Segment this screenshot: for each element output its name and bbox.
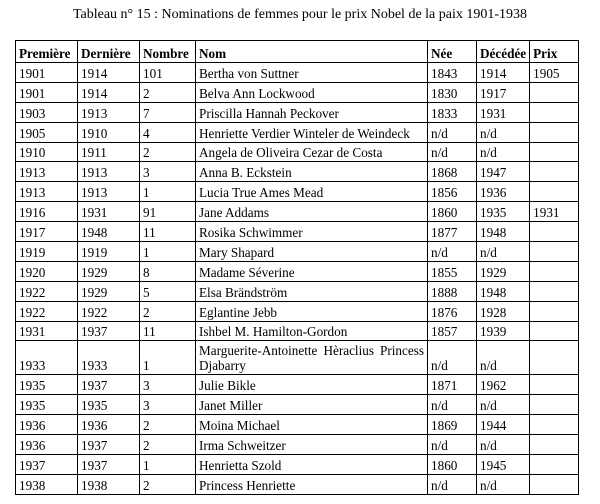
table-row (16, 455, 579, 475)
cell-nee: n/d (428, 395, 477, 415)
cell-nombre: 1 (140, 341, 196, 375)
cell-nee: n/d (428, 341, 477, 375)
cell-decedee: 1917 (477, 82, 530, 102)
table-row (16, 82, 579, 102)
cell-decedee: 1944 (477, 415, 530, 435)
cell-premiere: 1903 (16, 102, 78, 122)
table-row (16, 162, 579, 182)
cell-decedee: 1939 (477, 321, 530, 341)
cell-nee: 1833 (428, 102, 477, 122)
cell-nombre: 2 (140, 82, 196, 102)
cell-decedee: 1936 (477, 182, 530, 202)
cell-decedee: 1962 (477, 375, 530, 395)
cell-decedee: 1948 (477, 281, 530, 301)
cell-derniere: 1914 (78, 82, 140, 102)
table-row (16, 415, 579, 435)
cell-derniere: 1910 (78, 122, 140, 142)
cell-premiere: 1931 (16, 321, 78, 341)
cell-derniere: 1913 (78, 162, 140, 182)
header-decedee: Décédée (477, 41, 530, 63)
cell-prix (530, 222, 579, 242)
cell-premiere: 1938 (16, 474, 78, 494)
cell-derniere: 1929 (78, 281, 140, 301)
cell-nombre: 11 (140, 222, 196, 242)
cell-prix (530, 395, 579, 415)
cell-prix (530, 182, 579, 202)
cell-derniere: 1913 (78, 182, 140, 202)
cell-nom: Anna B. Eckstein (196, 162, 428, 182)
nominations-table (15, 40, 579, 495)
cell-derniere: 1935 (78, 395, 140, 415)
cell-decedee: 1914 (477, 63, 530, 83)
cell-prix (530, 341, 579, 375)
cell-prix (530, 102, 579, 122)
cell-decedee: 1929 (477, 261, 530, 281)
cell-decedee: 1935 (477, 202, 530, 222)
table-row (16, 474, 579, 494)
cell-decedee: 1928 (477, 301, 530, 321)
cell-decedee: 1931 (477, 102, 530, 122)
cell-nee: 1857 (428, 321, 477, 341)
cell-decedee: n/d (477, 122, 530, 142)
cell-premiere: 1901 (16, 82, 78, 102)
cell-nom: Elsa Brändström (196, 281, 428, 301)
cell-derniere: 1929 (78, 261, 140, 281)
cell-derniere: 1931 (78, 202, 140, 222)
cell-decedee: 1945 (477, 455, 530, 475)
cell-prix (530, 261, 579, 281)
cell-nombre: 2 (140, 301, 196, 321)
cell-prix (530, 321, 579, 341)
cell-nee: n/d (428, 242, 477, 262)
table-row (16, 182, 579, 202)
header-nee: Née (428, 41, 477, 63)
cell-premiere: 1901 (16, 63, 78, 83)
table-row (16, 301, 579, 321)
table-row (16, 281, 579, 301)
cell-nom: Moina Michael (196, 415, 428, 435)
cell-derniere: 1922 (78, 301, 140, 321)
table-row (16, 395, 579, 415)
cell-nombre: 2 (140, 415, 196, 435)
header-prix: Prix (530, 41, 579, 63)
cell-decedee: n/d (477, 142, 530, 162)
table-row (16, 321, 579, 341)
cell-prix (530, 455, 579, 475)
cell-premiere: 1922 (16, 281, 78, 301)
cell-prix (530, 375, 579, 395)
cell-nee: 1876 (428, 301, 477, 321)
cell-derniere: 1914 (78, 63, 140, 83)
cell-nee: n/d (428, 142, 477, 162)
cell-nom: Angela de Oliveira Cezar de Costa (196, 142, 428, 162)
cell-nombre: 2 (140, 474, 196, 494)
table-row (16, 261, 579, 281)
cell-nee: 1855 (428, 261, 477, 281)
cell-nombre: 3 (140, 395, 196, 415)
cell-prix (530, 242, 579, 262)
cell-premiere: 1905 (16, 122, 78, 142)
cell-nee: n/d (428, 474, 477, 494)
cell-nombre: 3 (140, 162, 196, 182)
cell-premiere: 1933 (16, 341, 78, 375)
cell-nom: Irma Schweitzer (196, 435, 428, 455)
cell-prix (530, 474, 579, 494)
cell-nom: Belva Ann Lockwood (196, 82, 428, 102)
cell-nee: 1877 (428, 222, 477, 242)
cell-nom: Priscilla Hannah Peckover (196, 102, 428, 122)
cell-nom: Lucia True Ames Mead (196, 182, 428, 202)
cell-nee: 1860 (428, 202, 477, 222)
cell-premiere: 1919 (16, 242, 78, 262)
cell-premiere: 1935 (16, 395, 78, 415)
cell-nom: Bertha von Suttner (196, 63, 428, 83)
table-row (16, 63, 579, 83)
table-caption: Tableau n° 15 : Nominations de femmes pour le prix Nobel de la paix 1901-1938 (72, 7, 528, 22)
cell-nombre: 101 (140, 63, 196, 83)
cell-prix (530, 82, 579, 102)
header-row (16, 41, 579, 63)
cell-nombre: 2 (140, 435, 196, 455)
cell-nombre: 1 (140, 182, 196, 202)
cell-derniere: 1937 (78, 455, 140, 475)
cell-nombre: 8 (140, 261, 196, 281)
cell-prix (530, 435, 579, 455)
cell-nom: Madame Séverine (196, 261, 428, 281)
cell-prix (530, 415, 579, 435)
cell-premiere: 1913 (16, 182, 78, 202)
cell-decedee: 1948 (477, 222, 530, 242)
cell-nom: Mary Shapard (196, 242, 428, 262)
cell-derniere: 1933 (78, 341, 140, 375)
cell-decedee: n/d (477, 474, 530, 494)
table-row (16, 202, 579, 222)
cell-prix (530, 301, 579, 321)
cell-decedee: n/d (477, 341, 530, 375)
cell-nombre: 3 (140, 375, 196, 395)
table-row (16, 242, 579, 262)
cell-nee: 1871 (428, 375, 477, 395)
table-row (16, 122, 579, 142)
header-premiere: Première (16, 41, 78, 63)
cell-nom: Princess Henriette (196, 474, 428, 494)
cell-derniere: 1948 (78, 222, 140, 242)
cell-prix (530, 122, 579, 142)
cell-nee: 1868 (428, 162, 477, 182)
table-row (16, 142, 579, 162)
cell-derniere: 1937 (78, 435, 140, 455)
table-row (16, 222, 579, 242)
table-row (16, 375, 579, 395)
cell-nee: 1856 (428, 182, 477, 202)
cell-derniere: 1913 (78, 102, 140, 122)
cell-decedee: n/d (477, 242, 530, 262)
cell-derniere: 1936 (78, 415, 140, 435)
header-nom: Nom (196, 41, 428, 63)
cell-decedee: n/d (477, 395, 530, 415)
cell-derniere: 1911 (78, 142, 140, 162)
cell-premiere: 1936 (16, 415, 78, 435)
header-derniere: Dernière (78, 41, 140, 63)
cell-prix (530, 281, 579, 301)
cell-premiere: 1916 (16, 202, 78, 222)
cell-nee: 1869 (428, 415, 477, 435)
cell-premiere: 1935 (16, 375, 78, 395)
table-row (16, 341, 579, 375)
cell-nombre: 4 (140, 122, 196, 142)
cell-nom: Rosika Schwimmer (196, 222, 428, 242)
cell-nombre: 7 (140, 102, 196, 122)
header-nombre: Nombre (140, 41, 196, 63)
cell-derniere: 1937 (78, 321, 140, 341)
cell-nombre: 2 (140, 142, 196, 162)
table-row (16, 435, 579, 455)
cell-nom: Eglantine Jebb (196, 301, 428, 321)
cell-nee: 1843 (428, 63, 477, 83)
cell-nom: Julie Bikle (196, 375, 428, 395)
cell-decedee: 1947 (477, 162, 530, 182)
cell-prix: 1905 (530, 63, 579, 83)
cell-nee: n/d (428, 435, 477, 455)
cell-derniere: 1919 (78, 242, 140, 262)
cell-nombre: 5 (140, 281, 196, 301)
cell-nee: n/d (428, 122, 477, 142)
cell-nombre: 1 (140, 242, 196, 262)
cell-decedee: n/d (477, 435, 530, 455)
cell-premiere: 1910 (16, 142, 78, 162)
cell-premiere: 1920 (16, 261, 78, 281)
cell-nom: Henrietta Szold (196, 455, 428, 475)
cell-nombre: 91 (140, 202, 196, 222)
table-row (16, 102, 579, 122)
cell-derniere: 1937 (78, 375, 140, 395)
cell-prix (530, 142, 579, 162)
cell-prix: 1931 (530, 202, 579, 222)
cell-nombre: 1 (140, 455, 196, 475)
cell-nee: 1860 (428, 455, 477, 475)
cell-nom: Janet Miller (196, 395, 428, 415)
cell-prix (530, 162, 579, 182)
cell-nom: Henriette Verdier Winteler de Weindeck (196, 122, 428, 142)
cell-derniere: 1938 (78, 474, 140, 494)
cell-premiere: 1913 (16, 162, 78, 182)
cell-nom: Marguerite-Antoinette Hèraclius Princess Djabarry (196, 341, 428, 375)
cell-premiere: 1922 (16, 301, 78, 321)
cell-premiere: 1937 (16, 455, 78, 475)
cell-premiere: 1936 (16, 435, 78, 455)
cell-nom: Ishbel M. Hamilton-Gordon (196, 321, 428, 341)
cell-nee: 1830 (428, 82, 477, 102)
cell-nee: 1888 (428, 281, 477, 301)
cell-premiere: 1917 (16, 222, 78, 242)
cell-nom: Jane Addams (196, 202, 428, 222)
cell-nombre: 11 (140, 321, 196, 341)
